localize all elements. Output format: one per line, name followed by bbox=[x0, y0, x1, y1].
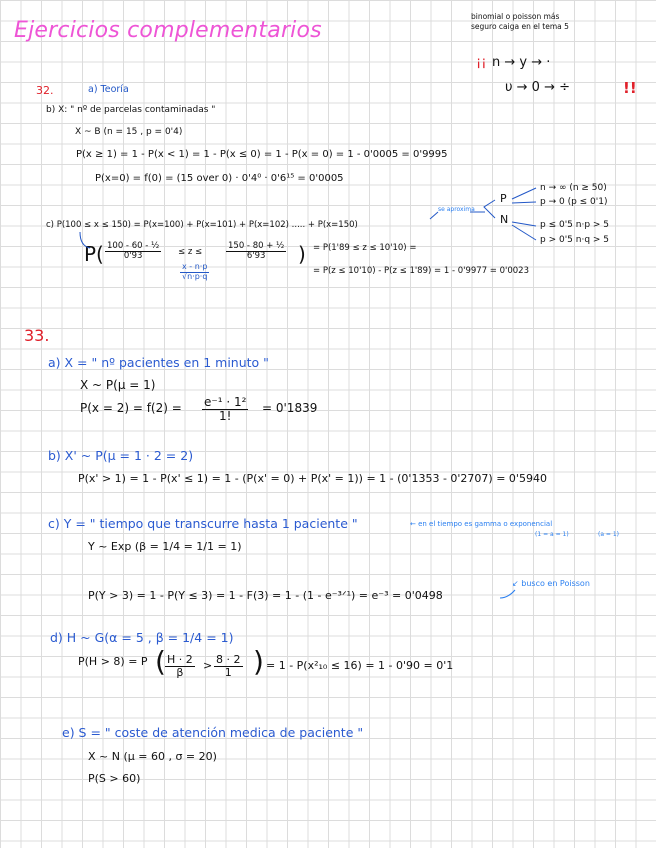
ex32-se-aproxima: se aproxima bbox=[438, 206, 475, 213]
ex32-b-dist: X ~ B (n = 15 , p = 0'4) bbox=[75, 127, 183, 137]
ex32-number: 32. bbox=[36, 84, 54, 97]
ex33-c-calc: P(Y > 3) = 1 - P(Y ≤ 3) = 1 - F(3) = 1 - (1 - e⁻³ᐟ¹) = e⁻³ = 0'0498 bbox=[88, 589, 443, 602]
ex33-d-frac2: $\frac{8 \cdot 2}{1}$ bbox=[216, 653, 241, 680]
ex32-c-frac2: $\frac{\text{150 - 80 + ½}}{6'93}$ bbox=[228, 241, 285, 262]
ex33-c-note: ← en el tiempo es gamma o exponencial bbox=[410, 520, 553, 528]
ex32-c-P: P( bbox=[84, 242, 104, 266]
ex32-c-res2: = P(z ≤ 10'10) - P(z ≤ 1'89) = 1 - 0'9977 = 0'0023 bbox=[313, 266, 529, 276]
ex32-b-def: b) X: " nº de parcelas contaminadas " bbox=[46, 105, 216, 115]
ex32-c-close: ) bbox=[298, 242, 306, 266]
ex32-c-res1: = P(1'89 ≤ z ≤ 10'10) = bbox=[313, 243, 417, 253]
ex33-d-calc1: P(H > 8) = P bbox=[78, 655, 148, 668]
ex32-c-line1: c) P(100 ≤ x ≤ 150) = P(x=100) + P(x=101) + P(x=102) ..... + P(x=150) bbox=[46, 220, 358, 230]
ex33-a-frac: $\frac{\text{e⁻¹ · 1²}}{1!}$ bbox=[204, 395, 247, 424]
ex33-c-def: c) Y = " tiempo que transcurre hasta 1 paciente " bbox=[48, 516, 358, 531]
ex32-cond3: p ≤ 0'5 n·p > 5 bbox=[540, 220, 610, 230]
ex33-b-calc: P(x' > 1) = 1 - P(x' ≤ 1) = 1 - (P(x' = 0) + P(x' = 1)) = 1 - (0'1353 - 0'2707) = 0'5940 bbox=[78, 472, 547, 485]
side-note-line1: binomial o poisson más bbox=[471, 12, 560, 21]
ex32-c-frac1: $\frac{\text{100 - 60 - ½}}{0'93}$ bbox=[107, 241, 160, 262]
ex32-P-label: P bbox=[500, 192, 507, 205]
side-note-bang: !! bbox=[623, 79, 637, 97]
ex32-cond1: n → ∞ (n ≥ 50) bbox=[540, 183, 607, 193]
side-note-row2: υ → 0 → ÷ bbox=[505, 80, 570, 95]
ex33-e-dist: X ~ N (μ = 60 , σ = 20) bbox=[88, 750, 217, 763]
side-note-exclaim: ¡¡ bbox=[476, 55, 487, 70]
ex33-a-dist: X ~ P(μ = 1) bbox=[80, 378, 156, 392]
ex33-a-def: a) X = " nº pacientes en 1 minuto " bbox=[48, 355, 269, 370]
ex33-c-note3: ↙ busco en Poisson bbox=[512, 579, 590, 588]
ex32-b-line2: P(x=0) = f(0) = (15 over 0) · 0'4⁰ · 0'6¹⁵ = 0'0005 bbox=[95, 173, 344, 184]
ex33-e-def: e) S = " coste de atención medica de paciente " bbox=[62, 725, 364, 740]
ex33-e-calc: P(S > 60) bbox=[88, 772, 141, 785]
ex33-d-calc2: = 1 - P(x²₁₀ ≤ 16) = 1 - 0'90 = 0'1 bbox=[266, 659, 454, 672]
ex33-d-frac1: $\frac{H \cdot 2}{\beta}$ bbox=[167, 653, 193, 680]
ex32-cond2: p → 0 (p ≤ 0'1) bbox=[540, 197, 608, 207]
ex33-a-res: = 0'1839 bbox=[262, 401, 318, 415]
side-note-line2: seguro caiga en el tema 5 bbox=[471, 22, 569, 31]
page-title: Ejercicios complementarios bbox=[14, 18, 322, 43]
ex33-d-open: ( bbox=[155, 645, 166, 678]
ex33-d-gt: > bbox=[203, 659, 213, 672]
ex33-a-calc: P(x = 2) = f(2) = bbox=[80, 401, 182, 415]
ex33-d-close: ) bbox=[253, 645, 264, 678]
side-note-row1: n → y → · bbox=[492, 55, 551, 70]
ex33-number: 33. bbox=[24, 326, 50, 345]
ex33-c-note2a: (1 = a = 1) bbox=[535, 531, 569, 538]
ex32-b-line1: P(x ≥ 1) = 1 - P(x < 1) = 1 - P(x ≤ 0) = 1 - P(x = 0) = 1 - 0'0005 = 0'9995 bbox=[76, 149, 448, 160]
ex33-b-def: b) X' ~ P(μ = 1 · 2 = 2) bbox=[48, 448, 194, 463]
ex32-a: a) Teoría bbox=[88, 84, 129, 95]
ex33-c-dist: Y ~ Exp (β = 1/4 = 1/1 = 1) bbox=[88, 540, 242, 553]
ex32-c-mid: ≤ z ≤ bbox=[178, 247, 203, 257]
ex32-z-formula: $\frac{x - n\cdot p}{√n\cdot p\cdot q}$ bbox=[181, 262, 208, 281]
ex32-cond4: p > 0'5 n·q > 5 bbox=[540, 235, 610, 245]
ex33-d-def: d) H ~ G(α = 5 , β = 1/4 = 1) bbox=[50, 630, 234, 645]
ex33-c-note2b: (a = 1) bbox=[598, 531, 620, 538]
ex32-N-label: N bbox=[500, 213, 509, 226]
